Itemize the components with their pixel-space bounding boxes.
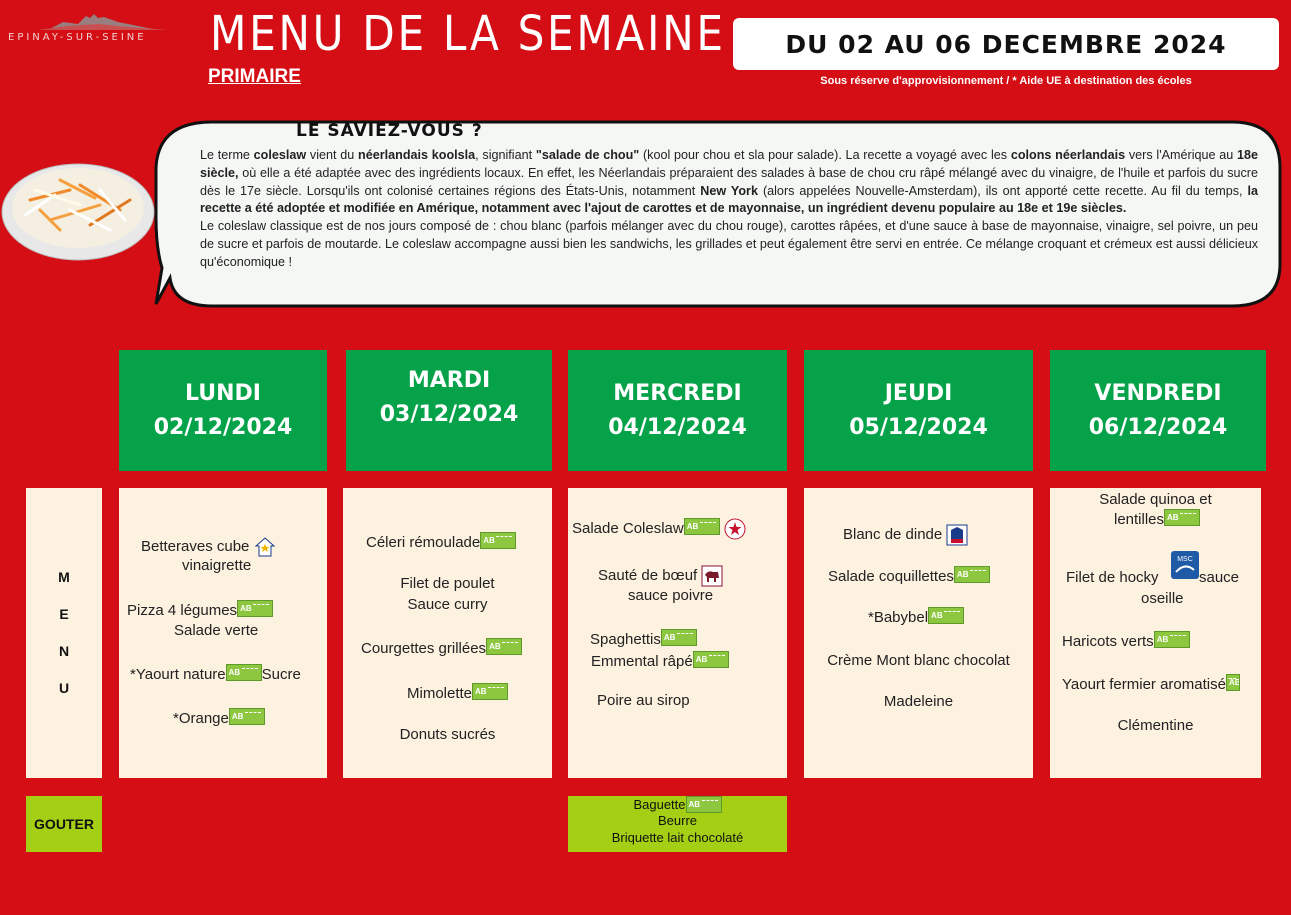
supply-note: Sous réserve d'approvisionnement / * Aide UE à destination des écoles <box>820 75 1192 87</box>
info-paragraph-2: Le coleslaw classique est de nos jours composé de : chou blanc (parfois mélanger avec du chou rouge), carottes râpées, et d'une sauce à base de mayonnaise, vinaigre, sel poivre, un peu de sucre et parfois de moutarde. Le coleslaw accompagne aussi bien les sandwichs, les grillades et peut également être servi en entrée. Ce mélange croquant et crémeux est aussi délicieux qu'économique ! <box>200 219 1258 269</box>
msc-label-icon <box>1170 550 1200 580</box>
gouter-item: Briquette lait chocolaté <box>611 830 744 845</box>
menu-item: Madeleine <box>883 693 954 710</box>
info-paragraph-1: Le terme coleslaw vient du néerlandais koolsla, signifiant "salade de chou" (kool pour chou et sla pour salade). La recette a voyagé avec les colons néerlandais vers l'Amérique au 18e siècle, où elle a été adaptée avec des ingrédients locaux. En effet, les Néerlandais préparaient des salades à base de chou cru râpé mélangé avec du vinaigre, de l'huile et parfois du sucre dès le 17e siècle. Lorsqu'ils ont colonisé certaines régions des États-Unis, notamment New York (alors appelées Nouvelle-Amsterdam), ils ont apporté cette recette. Au fil du temps, la recette a été adoptée et modifiée en Amérique, notamment avec l'ajout de carottes et de mayonnaise, un ingrédient devenu populaire au 18e et 19e siècles. <box>200 148 1259 216</box>
ab-bio-label-icon <box>472 683 508 700</box>
gouter-menu-mercredi <box>568 796 787 852</box>
logo-text: EPINAY-SUR-SEINE <box>8 32 147 43</box>
menu-item: Pizza 4 légumesAB <box>127 600 273 621</box>
ab-bio-label-icon <box>954 566 990 583</box>
menu-item: Salade ColeslawAB <box>572 518 746 540</box>
menu-item: vinaigrette <box>182 557 252 574</box>
menu-vertical-label: M E N U <box>26 488 102 778</box>
ab-bio-label-icon <box>226 664 262 681</box>
day-header-vendredi: VENDREDI 06/12/2024 <box>1050 350 1266 471</box>
menu-item: Haricots vertsAB <box>1062 631 1190 652</box>
menu-item: Sauce curry <box>407 596 488 613</box>
ab-bio-label-icon <box>928 607 964 624</box>
school-level-label: PRIMAIRE <box>208 66 301 87</box>
menu-item: Poire au sirop <box>597 692 690 709</box>
gouter-label: GOUTER <box>26 796 102 852</box>
day-header-mercredi: MERCREDI 04/12/2024 <box>568 350 787 471</box>
menu-item: Filet de poulet <box>400 575 495 592</box>
svg-text:MSC: MSC <box>1177 556 1193 563</box>
ab-bio-label-icon <box>229 708 265 725</box>
info-text <box>200 147 1258 272</box>
menu-item: Emmental râpéAB <box>591 651 729 672</box>
ab-bio-label-icon <box>1164 509 1200 526</box>
ab-bio-label-icon <box>686 796 722 813</box>
ab-bio-label-icon <box>486 638 522 655</box>
gouter-item: Beurre <box>657 813 698 828</box>
menu-item: Crème Mont blanc chocolat <box>827 652 1010 669</box>
menu-item: Courgettes grilléesAB <box>361 638 522 659</box>
ab-bio-label-icon <box>480 532 516 549</box>
did-you-know-title: LE SAVIEZ-VOUS ? <box>296 121 483 141</box>
menu-item: Salade coquillettesAB <box>828 566 990 587</box>
menu-item: Salade verte <box>174 622 259 639</box>
menu-item: Salade quinoa et <box>1099 491 1212 508</box>
menu-item: Filet de hocky <box>1066 569 1159 586</box>
volaille-francaise-icon <box>946 524 968 546</box>
ab-bio-label-icon <box>661 629 697 646</box>
menu-item: MimoletteAB <box>407 683 508 704</box>
menu-item: Betteraves cube <box>141 536 276 558</box>
viande-francaise-icon <box>701 565 723 587</box>
city-logo <box>8 12 198 46</box>
ab-bio-label-icon <box>1226 674 1240 691</box>
menu-item: Céleri rémouladeAB <box>366 532 516 553</box>
menu-item: Blanc de dinde <box>843 524 968 546</box>
menu-item: Clémentine <box>1117 717 1194 734</box>
menu-item: Sauté de bœuf <box>598 565 723 587</box>
city-skyline-icon <box>8 12 198 32</box>
menu-item: SpaghettisAB <box>590 629 697 650</box>
menu-item: *BabybelAB <box>868 607 964 628</box>
menu-item: Donuts sucrés <box>399 726 496 743</box>
menu-item: *Yaourt natureAB Sucre <box>130 664 301 685</box>
menu-item: sauce poivre <box>628 587 714 604</box>
week-dates: DU 02 AU 06 DECEMBRE 2024 <box>733 18 1279 70</box>
day-header-lundi: LUNDI 02/12/2024 <box>119 350 327 471</box>
day-header-mardi: MARDI 03/12/2024 <box>346 350 552 471</box>
menu-item: oseille <box>1141 590 1184 607</box>
menu-item: Yaourt fermier aromatiséAB <box>1062 674 1240 695</box>
gouter-item: BaguetteAB <box>568 796 787 813</box>
fait-maison-icon <box>254 536 276 558</box>
ab-bio-label-icon <box>237 600 273 617</box>
coleslaw-bowl-image <box>0 150 158 266</box>
ab-bio-label-icon <box>1154 631 1190 648</box>
ab-bio-label-icon <box>693 651 729 668</box>
menu-item: sauce <box>1199 569 1240 586</box>
ab-bio-label-icon <box>684 518 720 535</box>
label-rouge-icon <box>724 518 746 540</box>
menu-item: lentillesAB <box>1114 509 1200 530</box>
day-header-jeudi: JEUDI 05/12/2024 <box>804 350 1033 471</box>
page-title: MENU DE LA SEMAINE <box>210 6 726 62</box>
menu-item: *OrangeAB <box>173 708 265 729</box>
